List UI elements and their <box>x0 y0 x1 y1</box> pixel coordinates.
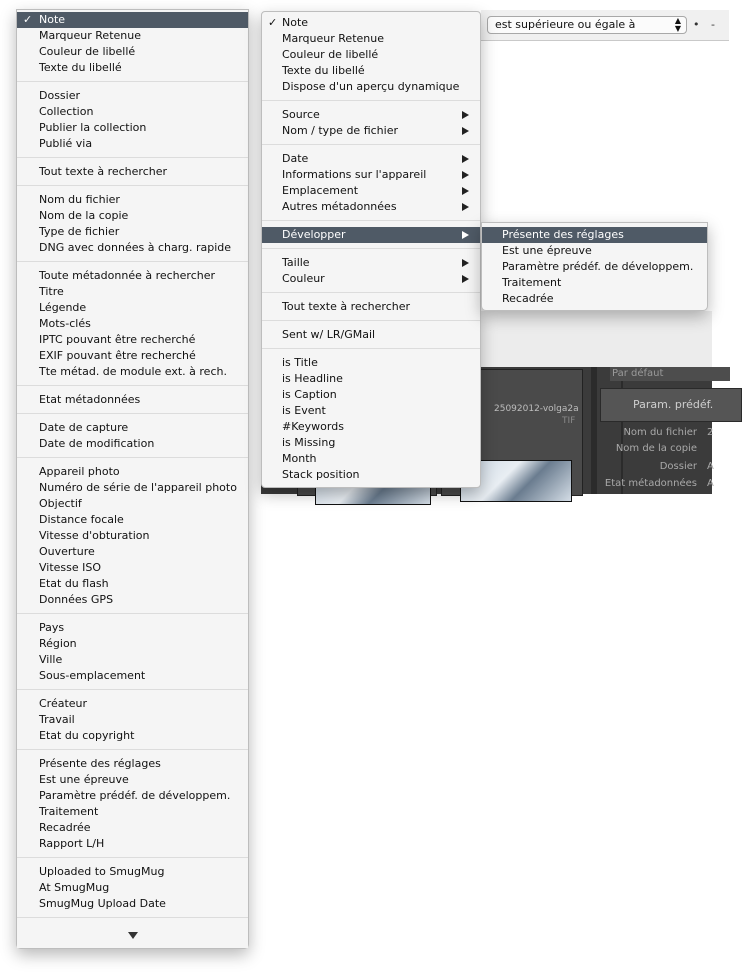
menu-item[interactable] <box>17 392 248 408</box>
menu-item-label: Marqueur Retenue <box>39 29 141 42</box>
menu-separator <box>17 185 248 186</box>
menu-item-label: Dossier <box>39 89 81 102</box>
menu-item[interactable] <box>17 652 248 668</box>
checkmark-icon: ✓ <box>23 13 33 26</box>
menu-item[interactable] <box>17 804 248 820</box>
menu-item-label: EXIF pouvant être recherché <box>39 349 196 362</box>
menu-item[interactable] <box>17 284 248 300</box>
menu-item-label: Tout texte à rechercher <box>282 300 410 313</box>
menu-item-label: Informations sur l'appareil <box>282 168 427 181</box>
meta-value-folder: A <box>707 461 714 472</box>
menu-item[interactable] <box>17 208 248 224</box>
menu-item-label: Couleur <box>282 272 325 285</box>
menu-separator <box>262 144 480 145</box>
menu-item-label: Objectif <box>39 497 82 510</box>
menu-item-label: Source <box>282 108 320 121</box>
menu-item[interactable] <box>17 756 248 772</box>
menu-separator <box>17 749 248 750</box>
menu-item[interactable] <box>17 60 248 76</box>
meta-label-folder: Dossier <box>659 461 697 472</box>
menu-item[interactable] <box>17 836 248 852</box>
menu-item-label: Etat du flash <box>39 577 109 590</box>
field-menu-mid <box>261 11 481 488</box>
menu-item-label: is Event <box>282 404 326 417</box>
menu-item-label: Recadrée <box>39 821 91 834</box>
menu-item-label: Stack position <box>282 468 360 481</box>
submenu-arrow-icon <box>462 127 469 135</box>
menu-item[interactable] <box>262 299 480 315</box>
menu-separator <box>262 248 480 249</box>
menu-item[interactable] <box>17 420 248 436</box>
menu-separator <box>17 413 248 414</box>
menu-item[interactable] <box>262 15 480 31</box>
menu-item[interactable] <box>482 259 707 275</box>
menu-item-label: Type de fichier <box>39 225 120 238</box>
menu-item-label: Ouverture <box>39 545 95 558</box>
menu-item[interactable] <box>17 560 248 576</box>
menu-item-label: Nom / type de fichier <box>282 124 398 137</box>
menu-item[interactable] <box>17 364 248 380</box>
menu-item-label: Créateur <box>39 697 88 710</box>
menu-item-label: is Title <box>282 356 318 369</box>
menu-item-label: Rapport L/H <box>39 837 105 850</box>
menu-item[interactable] <box>17 880 248 896</box>
menu-item[interactable] <box>17 316 248 332</box>
menu-item-label: Ville <box>39 653 63 666</box>
submenu-arrow-icon <box>462 171 469 179</box>
menu-separator <box>17 261 248 262</box>
menu-item[interactable] <box>17 772 248 788</box>
menu-item[interactable] <box>17 864 248 880</box>
select-stepper-icon: ▲ ▼ <box>674 16 681 33</box>
menu-item-label: Traitement <box>502 276 562 289</box>
menu-item-label: IPTC pouvant être recherché <box>39 333 196 346</box>
menu-item-label: At SmugMug <box>39 881 110 894</box>
panel-background <box>481 311 712 367</box>
menu-item-label: Toute métadonnée à rechercher <box>39 269 216 282</box>
menu-item[interactable] <box>17 544 248 560</box>
menu-item[interactable] <box>262 151 480 167</box>
meta-value-filename: 2 <box>707 427 714 438</box>
menu-item[interactable] <box>482 275 707 291</box>
menu-item-label: #Keywords <box>282 420 344 433</box>
menu-item-label: Tout texte à rechercher <box>39 165 167 178</box>
menu-item[interactable] <box>17 224 248 240</box>
menu-item[interactable] <box>262 79 480 95</box>
menu-item-label: Région <box>39 637 77 650</box>
menu-separator <box>17 689 248 690</box>
menu-item[interactable] <box>17 240 248 256</box>
meta-label-copyname: Nom de la copie <box>615 443 697 454</box>
menu-item-label: Collection <box>39 105 94 118</box>
menu-item[interactable] <box>262 31 480 47</box>
submenu-arrow-icon <box>462 155 469 163</box>
menu-item-label: Publié via <box>39 137 93 150</box>
menu-item-label: Emplacement <box>282 184 359 197</box>
menu-item[interactable] <box>17 636 248 652</box>
menu-item[interactable] <box>17 104 248 120</box>
menu-item[interactable] <box>17 464 248 480</box>
menu-item-label: Développer <box>282 228 346 241</box>
menu-item-label: Travail <box>39 713 75 726</box>
menu-item[interactable] <box>482 291 707 307</box>
menu-item-label: Note <box>282 16 309 29</box>
menu-item-label: Couleur de libellé <box>39 45 136 58</box>
menu-item[interactable] <box>17 896 248 912</box>
menu-item-label: Etat du copyright <box>39 729 135 742</box>
menu-item[interactable] <box>262 183 480 199</box>
menu-item-label: Autres métadonnées <box>282 200 397 213</box>
menu-item-label: Nom du fichier <box>39 193 120 206</box>
meta-label-status: Etat métadonnées <box>604 478 697 489</box>
default-field[interactable]: Par défaut <box>610 367 730 381</box>
menu-item[interactable] <box>262 123 480 139</box>
menu-item-label: Paramètre prédéf. de développem. <box>39 789 231 802</box>
menu-item-label: Texte du libellé <box>39 61 122 74</box>
menu-item-label: Appareil photo <box>39 465 120 478</box>
submenu-arrow-icon <box>462 259 469 267</box>
checkmark-icon: ✓ <box>268 16 278 29</box>
field-menu-left <box>16 9 249 949</box>
menu-item[interactable] <box>262 167 480 183</box>
menu-item[interactable] <box>262 451 480 467</box>
menu-item-label: Paramètre prédéf. de développem. <box>502 260 694 273</box>
menu-item[interactable] <box>17 44 248 60</box>
menu-item[interactable] <box>17 480 248 496</box>
menu-item-label: Texte du libellé <box>282 64 365 77</box>
submenu-arrow-icon <box>462 203 469 211</box>
scroll-more-indicator[interactable] <box>17 926 248 948</box>
menu-item[interactable] <box>262 467 480 483</box>
menu-item[interactable] <box>17 28 248 44</box>
menu-item[interactable] <box>262 387 480 403</box>
menu-item-label: Sous-emplacement <box>39 669 146 682</box>
menu-item-label: Vitesse d'obturation <box>39 529 150 542</box>
menu-item[interactable] <box>262 255 480 271</box>
panel-divider[interactable] <box>591 367 597 494</box>
menu-item-label: Distance focale <box>39 513 124 526</box>
menu-item-label: Dispose d'un aperçu dynamique <box>282 80 460 93</box>
menu-item[interactable] <box>262 199 480 215</box>
menu-item-label: Données GPS <box>39 593 114 606</box>
menu-item[interactable] <box>262 107 480 123</box>
menu-item-label: Taille <box>282 256 310 269</box>
developer-submenu <box>481 222 708 311</box>
menu-item-label: Date de modification <box>39 437 155 450</box>
menu-item-label: Est une épreuve <box>502 244 592 257</box>
menu-item[interactable] <box>17 788 248 804</box>
menu-item[interactable] <box>17 136 248 152</box>
menu-separator <box>17 81 248 82</box>
menu-item-label: DNG avec données à charg. rapide <box>39 241 232 254</box>
menu-item[interactable] <box>262 227 480 243</box>
scroll-down-icon <box>128 932 138 939</box>
menu-item[interactable] <box>262 419 480 435</box>
menu-item-label: Numéro de série de l'appareil photo <box>39 481 237 494</box>
menu-item-label: is Headline <box>282 372 343 385</box>
operator-select-value: est supérieure ou égale à <box>495 18 636 31</box>
menu-item[interactable] <box>17 300 248 316</box>
menu-item[interactable] <box>17 12 248 28</box>
menu-item-label: Mots-clés <box>39 317 91 330</box>
menu-item-label: Pays <box>39 621 65 634</box>
menu-item-label: is Missing <box>282 436 336 449</box>
menu-item-label: Date de capture <box>39 421 129 434</box>
menu-item[interactable] <box>262 403 480 419</box>
menu-item[interactable] <box>262 435 480 451</box>
menu-item-label: Vitesse ISO <box>39 561 102 574</box>
menu-item-label: Etat métadonnées <box>39 393 141 406</box>
menu-item-label: Sent w/ LR/GMail <box>282 328 376 341</box>
menu-item[interactable] <box>17 696 248 712</box>
menu-item[interactable] <box>262 327 480 343</box>
menu-item[interactable] <box>262 63 480 79</box>
menu-item[interactable] <box>17 728 248 744</box>
menu-separator <box>17 157 248 158</box>
menu-separator <box>262 320 480 321</box>
menu-item-label: Nom de la copie <box>39 209 129 222</box>
menu-item-label: Couleur de libellé <box>282 48 379 61</box>
submenu-arrow-icon <box>462 231 469 239</box>
menu-item[interactable] <box>17 512 248 528</box>
menu-separator <box>17 917 248 918</box>
menu-item[interactable] <box>17 620 248 636</box>
menu-item[interactable] <box>17 436 248 452</box>
menu-item[interactable] <box>17 332 248 348</box>
menu-item[interactable] <box>17 576 248 592</box>
meta-label-filename: Nom du fichier <box>623 427 697 438</box>
menu-item[interactable] <box>17 192 248 208</box>
menu-separator <box>262 292 480 293</box>
menu-separator <box>262 100 480 101</box>
submenu-arrow-icon <box>462 275 469 283</box>
preset-button[interactable]: Param. prédéf. <box>600 388 742 422</box>
menu-item[interactable] <box>262 271 480 287</box>
submenu-arrow-icon <box>462 187 469 195</box>
menu-separator <box>17 857 248 858</box>
meta-value-status: A <box>707 478 714 489</box>
menu-item[interactable] <box>17 528 248 544</box>
menu-item[interactable] <box>17 164 248 180</box>
menu-item[interactable] <box>262 47 480 63</box>
menu-item[interactable] <box>17 496 248 512</box>
menu-item[interactable] <box>17 268 248 284</box>
operator-select[interactable] <box>487 16 687 34</box>
menu-item[interactable] <box>17 820 248 836</box>
menu-item-label: Est une épreuve <box>39 773 129 786</box>
menu-separator <box>17 457 248 458</box>
menu-item-label: Recadrée <box>502 292 554 305</box>
menu-item[interactable] <box>482 243 707 259</box>
menu-item[interactable] <box>17 712 248 728</box>
menu-separator <box>17 385 248 386</box>
menu-item[interactable] <box>17 668 248 684</box>
filter-toolbar <box>481 10 729 41</box>
submenu-arrow-icon <box>462 111 469 119</box>
thumbnail-filename: 25092012-volga2a <box>494 404 579 414</box>
menu-item-label: Publier la collection <box>39 121 147 134</box>
menu-item[interactable] <box>17 592 248 608</box>
menu-item-label: Uploaded to SmugMug <box>39 865 165 878</box>
menu-item-label: Month <box>282 452 317 465</box>
field-menu-list <box>17 12 248 930</box>
menu-item-label: SmugMug Upload Date <box>39 897 166 910</box>
menu-item-label: Légende <box>39 301 87 314</box>
menu-item[interactable] <box>262 355 480 371</box>
menu-separator <box>262 348 480 349</box>
menu-item[interactable] <box>17 88 248 104</box>
thumbnail-ext: TIF <box>562 416 576 426</box>
menu-separator <box>17 613 248 614</box>
menu-item-label: Présente des réglages <box>502 228 624 241</box>
menu-item-label: is Caption <box>282 388 337 401</box>
menu-separator <box>262 220 480 221</box>
toolbar-extra: • - <box>693 18 719 31</box>
menu-item-label: Note <box>39 13 66 26</box>
menu-item-label: Tte métad. de module ext. à rech. <box>39 365 227 378</box>
menu-item-label: Traitement <box>39 805 99 818</box>
menu-item[interactable] <box>17 120 248 136</box>
menu-item-label: Date <box>282 152 309 165</box>
menu-item[interactable] <box>17 348 248 364</box>
menu-item-label: Présente des réglages <box>39 757 161 770</box>
menu-item[interactable] <box>482 227 707 243</box>
menu-item-label: Marqueur Retenue <box>282 32 384 45</box>
menu-item[interactable] <box>262 371 480 387</box>
menu-item-label: Titre <box>39 285 64 298</box>
